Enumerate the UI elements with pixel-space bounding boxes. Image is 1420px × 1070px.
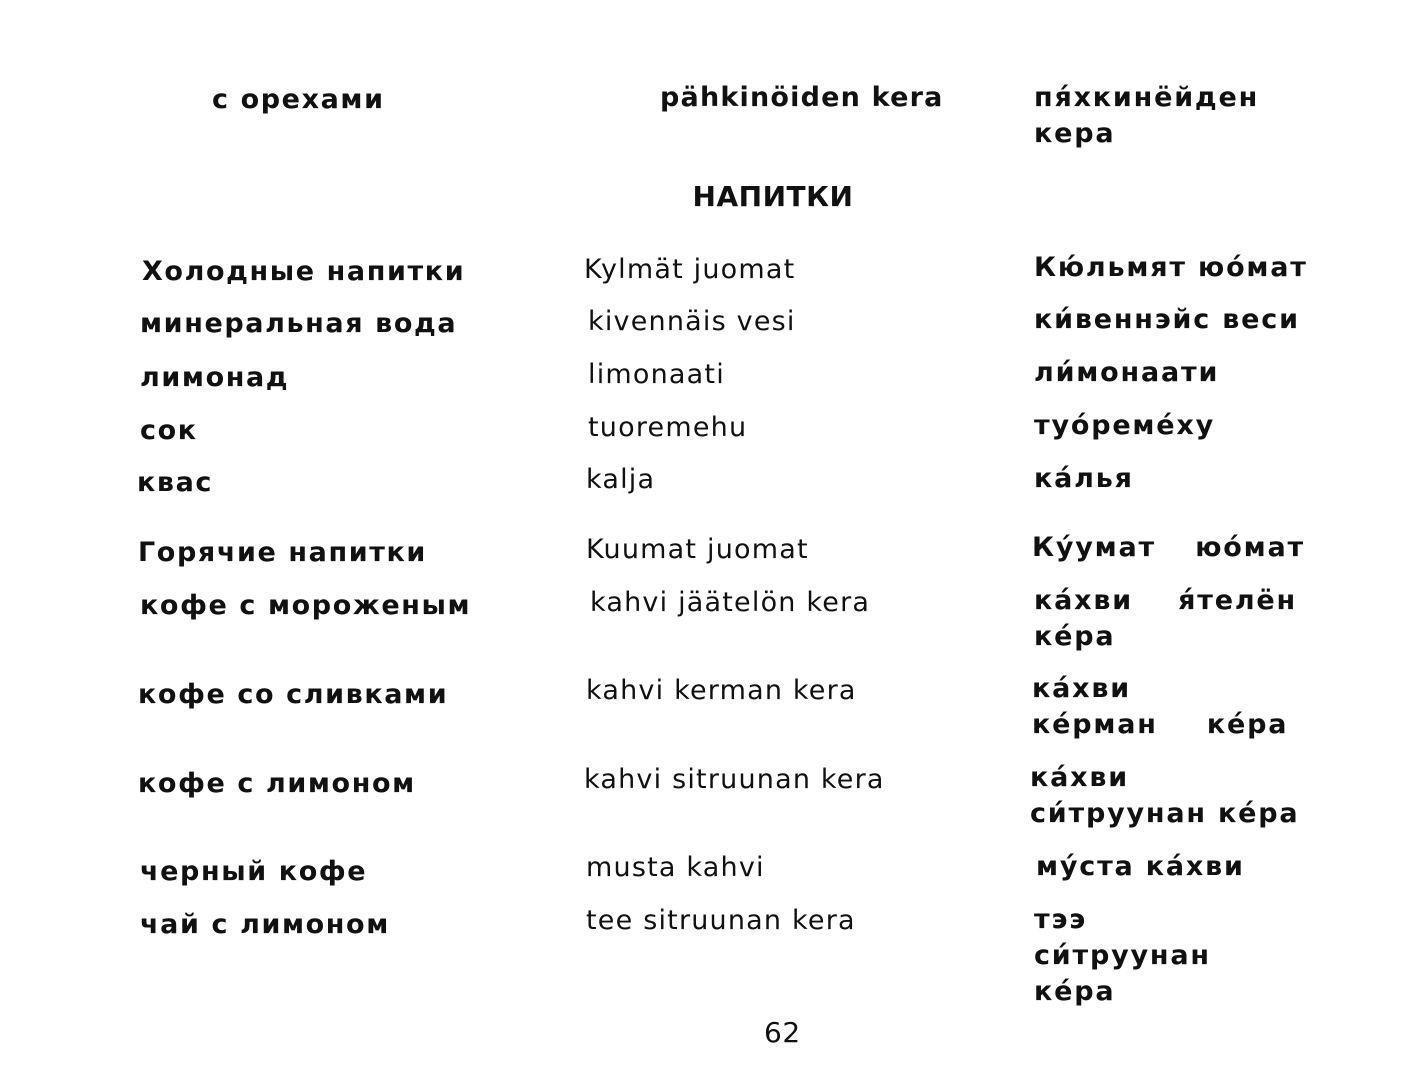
hot-ru-1: кофе с мороженым	[140, 590, 472, 621]
cold-ru-4: квас	[137, 467, 214, 498]
cold-ru-1: минеральная вода	[140, 308, 458, 339]
hot-fi-3: kahvi sitruunan kera	[584, 764, 885, 795]
hot-ru-2: кофе со сливками	[138, 679, 449, 710]
hot-fi-5: tee sitruunan kera	[586, 905, 856, 936]
hot-tr-2: ка́хви ке́рман ке́ра	[1032, 673, 1289, 740]
top-row-fi: pähkinöiden kera	[660, 82, 944, 113]
hot-fi-0: Kuumat juomat	[586, 534, 809, 565]
hot-ru-5: чай с лимоном	[140, 909, 390, 940]
cold-tr-4: ка́лья	[1034, 463, 1134, 494]
cold-ru-0: Холодные напитки	[142, 256, 466, 287]
cold-tr-3: туо́реме́ху	[1034, 410, 1216, 441]
hot-fi-2: kahvi kerman kera	[586, 675, 857, 706]
cold-fi-1: kivennäis vesi	[588, 306, 796, 337]
cold-tr-2: ли́монаати	[1034, 357, 1220, 388]
cold-fi-2: limonaati	[588, 359, 725, 390]
cold-fi-3: tuoremehu	[588, 412, 748, 443]
cold-ru-3: сок	[140, 415, 198, 446]
hot-fi-1: kahvi jäätelön kera	[590, 587, 871, 618]
hot-tr-3: ка́хви си́труунан ке́ра	[1030, 762, 1300, 829]
top-row-ru: с орехами	[212, 84, 385, 115]
cold-tr-1: ки́веннэйс веси	[1034, 304, 1300, 335]
hot-ru-0: Горячие напитки	[138, 537, 427, 568]
hot-tr-1: ка́хви я́телён ке́ра	[1034, 585, 1298, 652]
top-row-tr: пя́хкинёйден кера	[1034, 82, 1260, 149]
cold-fi-4: kalja	[586, 464, 656, 495]
hot-tr-4: му́ста ка́хви	[1036, 851, 1245, 882]
section-title: НАПИТКИ	[692, 180, 854, 213]
cold-fi-0: Kylmät juomat	[584, 254, 796, 285]
hot-ru-4: черный кофе	[140, 856, 368, 887]
hot-fi-4: musta kahvi	[586, 852, 765, 883]
hot-tr-0: Ку́умат юо́мат	[1032, 532, 1305, 563]
hot-ru-3: кофе с лимоном	[138, 768, 416, 799]
hot-tr-5: тээ си́труунан ке́ра	[1034, 904, 1211, 1007]
cold-ru-2: лимонад	[140, 362, 290, 393]
page-number: 62	[764, 1016, 801, 1049]
cold-tr-0: Кю́льмят юо́мат	[1034, 252, 1308, 283]
